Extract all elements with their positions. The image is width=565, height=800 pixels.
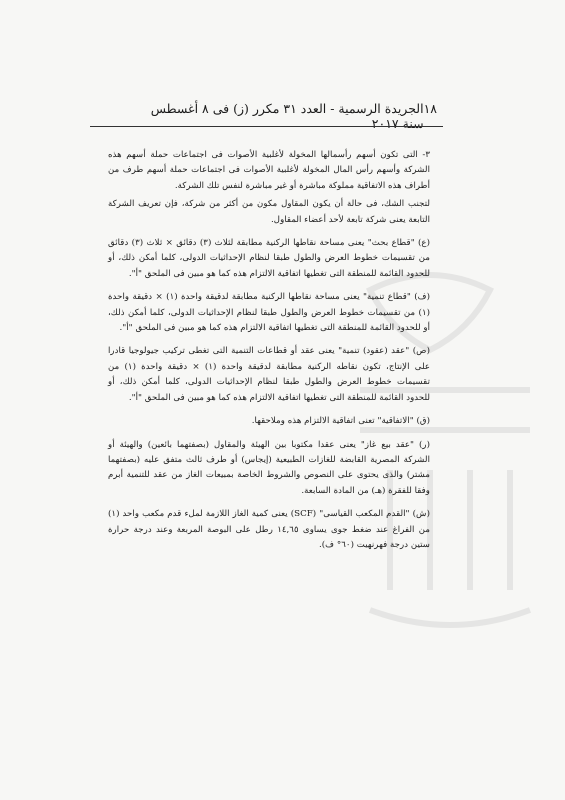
paragraph-doubt-note: لتجنب الشك، فى حالة أن يكون المقاول مكون من أكثر من شركة، فإن تعريف الشركة التابعة يعنى شركة تابعة لأحد أعضاء المقاول.: [108, 199, 430, 225]
paragraph-development-block: (ف) "قطاع تنمية" يعنى مساحة نقاطها الركنية مطابقة لدقيقة واحدة (١) × دقيقة واحدة (١) من تقسيمات خطوط العرض والطول طبقا لنظام الإحداثيات الدولى، كلما أمكن ذلك، أو للحدود القائمة للمنطقة التى تغطيها اتفاقية الالتزام هذه كما هو مبين فى الملحق "أ".: [108, 292, 430, 334]
paragraph-clause-3: ٣- التى تكون أسهم رأسمالها المخولة لأغلبية الأصوات فى اجتماعات حملة أسهم هذه الشركة وأسهم رأس المال المخولة لأغلبية الأصوات فى اجتماعات حملة أسهم طرف من أطراف هذه الاتفاقية مملوكة مباشرة أو غير مباشرة لنفس تلك الشركة.: [108, 150, 430, 191]
header-rule: [90, 126, 443, 127]
paragraph-agreement: (ق) "الاتفاقية" تعنى اتفاقية الالتزام هذه وملاحقها.: [251, 416, 430, 427]
gazette-title: الجريدة الرسمية - العدد ٣١ مكرر (ز) فى ٨ أغسطس سنة ٢٠١٧: [150, 101, 424, 131]
page-number: ١٨: [423, 101, 437, 116]
paragraph-development-lease: (ص) "عقد (عقود) تنمية" يعنى عقد أو قطاعات التنمية التى تغطى تركيب جيولوجيا قادرا على الإنتاج، تكون نقاطه الركنية مطابقة لدقيقة واحدة (١) × دقيقة واحدة (١) من تقسيمات خطوط العرض والطول طبقا لنظام الإحداثيات الدولى، كلما أمكن ذلك، أو للحدود القائمة للمنطقة التى تغطيها اتفاقية الالتزام هذه كما هو مبين فى الملحق "أ".: [108, 346, 431, 403]
document-body: [108, 148, 430, 561]
paragraph-gas-sales-agreement: (ر) "عقد بيع غاز" يعنى عقدا مكتوبا بين الهيئة والمقاول (بصفتهما بائعين) والهيئة أو الشركة المصرية القابضة للغازات الطبيعية (إيجاس) أو طرف ثالث متفق عليه (بصفتهما مشتر) والذى يحتوى على النصوص والشروط الخاصة بمبيعات الغاز من عقد للتنمية أبرم وفقا للفقرة (هـ) من المادة السابعة.: [108, 439, 430, 496]
paragraph-standard-cubic-foot: (ش) "القدم المكعب القياسى" (SCF) يعنى كمية الغاز اللازمة لملء قدم مكعب واحد (١) من الفراغ عند ضغط جوى يساوى ١٤,٦٥ رطل على البوصة المربعة وعند درجة حرارة ستين درجة فهرنهيت (٦٠° ف).: [108, 509, 430, 550]
paragraph-exploration-block: (ع) "قطاع بحث" يعنى مساحة نقاطها الركنية مطابقة لثلاث (٣) دقائق × ثلاث (٣) دقائق من تقسيمات خطوط العرض والطول طبقا لنظام الإحداثيات الدولى، كلما أمكن ذلك، أو للحدود القائمة للمنطقة التى تغطيها اتفاقية الالتزام هذه كما هو مبين فى الملحق "أ".: [108, 238, 430, 279]
